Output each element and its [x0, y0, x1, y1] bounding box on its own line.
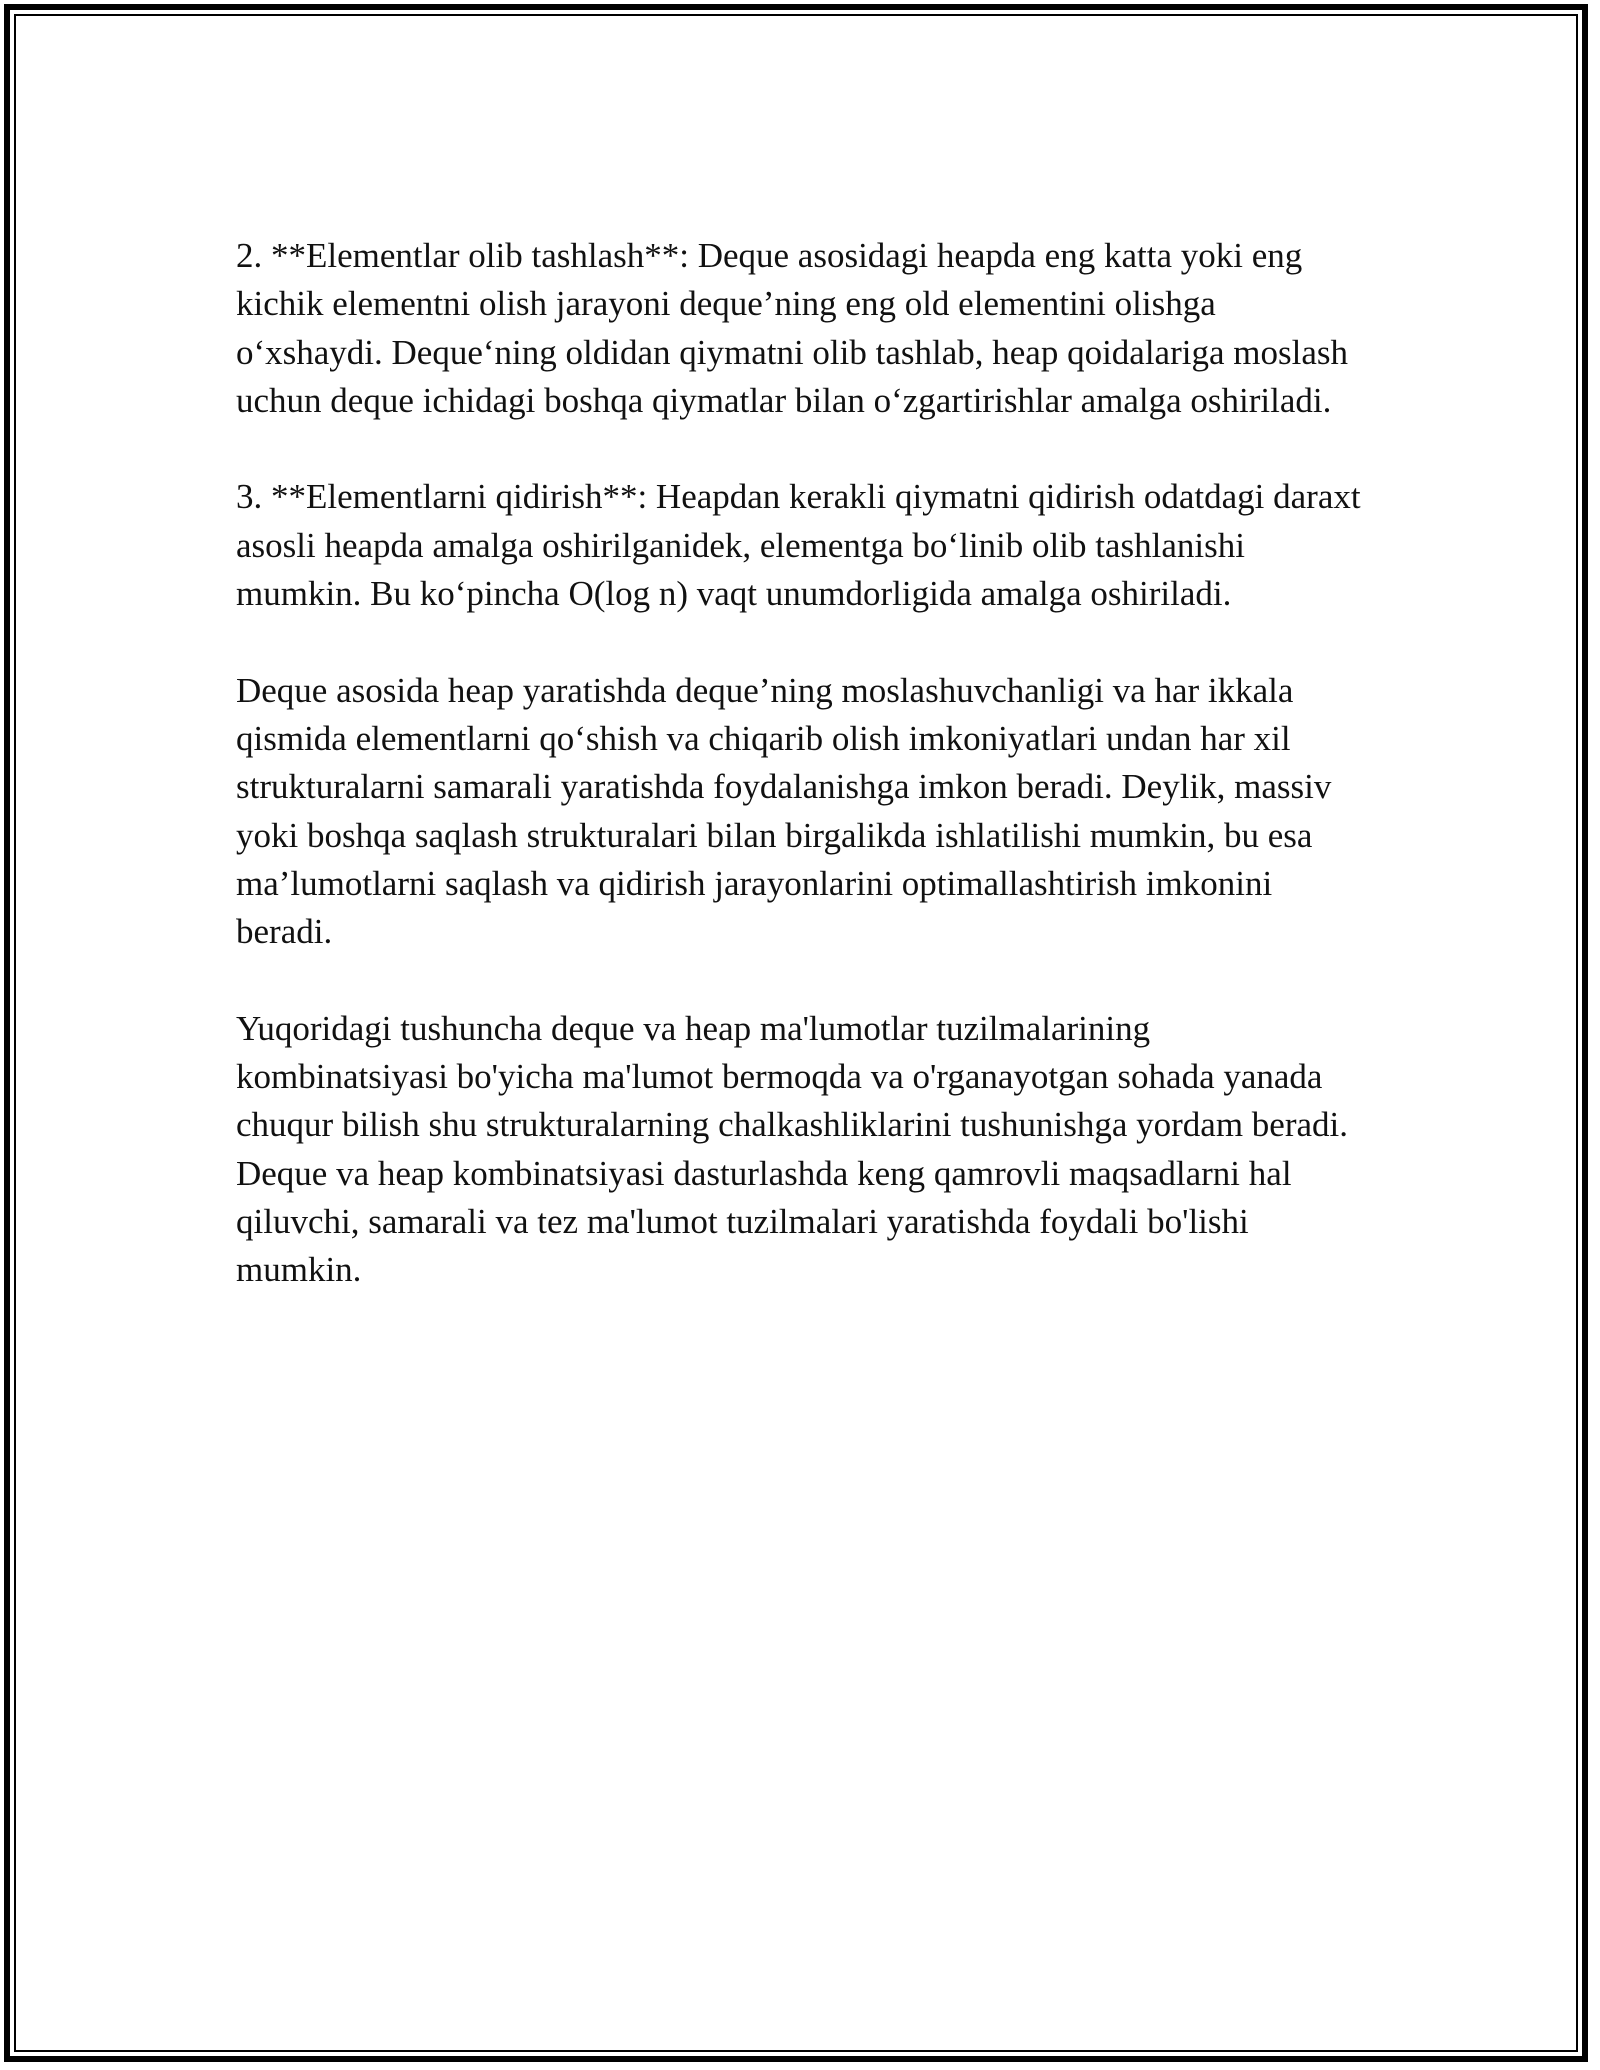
paragraph-deque-heap-flexibility: Deque asosida heap yaratishda deque’ning moslashuvchanligi va har ikkala qismida elementlarni qo‘shish va chiqarib olish imkoniyatlari undan har xil strukturalarni samarali yaratishda foydalanishga imkon beradi. Deylik, massiv yoki boshqa saqlash strukturalari bilan birgalikda ishlatilishi mumkin, bu esa ma’lumotlarni saqlash va qidirish jarayonlarini optimallashtirish imkonini beradi. — [236, 670, 1332, 952]
paragraph-removing-elements: 2. **Elementlar olib tashlash**: Deque asosidagi heapda eng katta yoki eng kichik elementni olish jarayoni deque’ning eng old elementini olishga o‘xshaydi. Deque‘ning oldidan qiymatni olib tashlab, heap qoidalariga moslash uchun deque ichidagi boshqa qiymatlar bilan o‘zgartirishlar amalga oshiriladi. — [236, 236, 1348, 420]
paragraph-searching-elements: 3. **Elementlarni qidirish**: Heapdan kerakli qiymatni qidirish odatdagi daraxt asosli heapda amalga oshirilganidek, elementga bo‘linib olib tashlanishi mumkin. Bu ko‘pincha O(log n) vaqt unumdorligida amalga oshiriladi. — [236, 477, 1361, 614]
document-body — [236, 232, 1366, 1343]
paragraph-conclusion: Yuqoridagi tushuncha deque va heap ma'lumotlar tuzilmalarining kombinatsiyasi bo'yicha ma'lumot bermoqda va o'rganayotgan sohada yanada chuqur bilish shu strukturalarning chalkashliklarini tushunishga yordam beradi. Deque va heap kombinatsiyasi dasturlashda keng qamrovli maqsadlarni hal qiluvchi, samarali va tez ma'lumot tuzilmalari yaratishda foydali bo'lishi mumkin. — [236, 1008, 1349, 1290]
